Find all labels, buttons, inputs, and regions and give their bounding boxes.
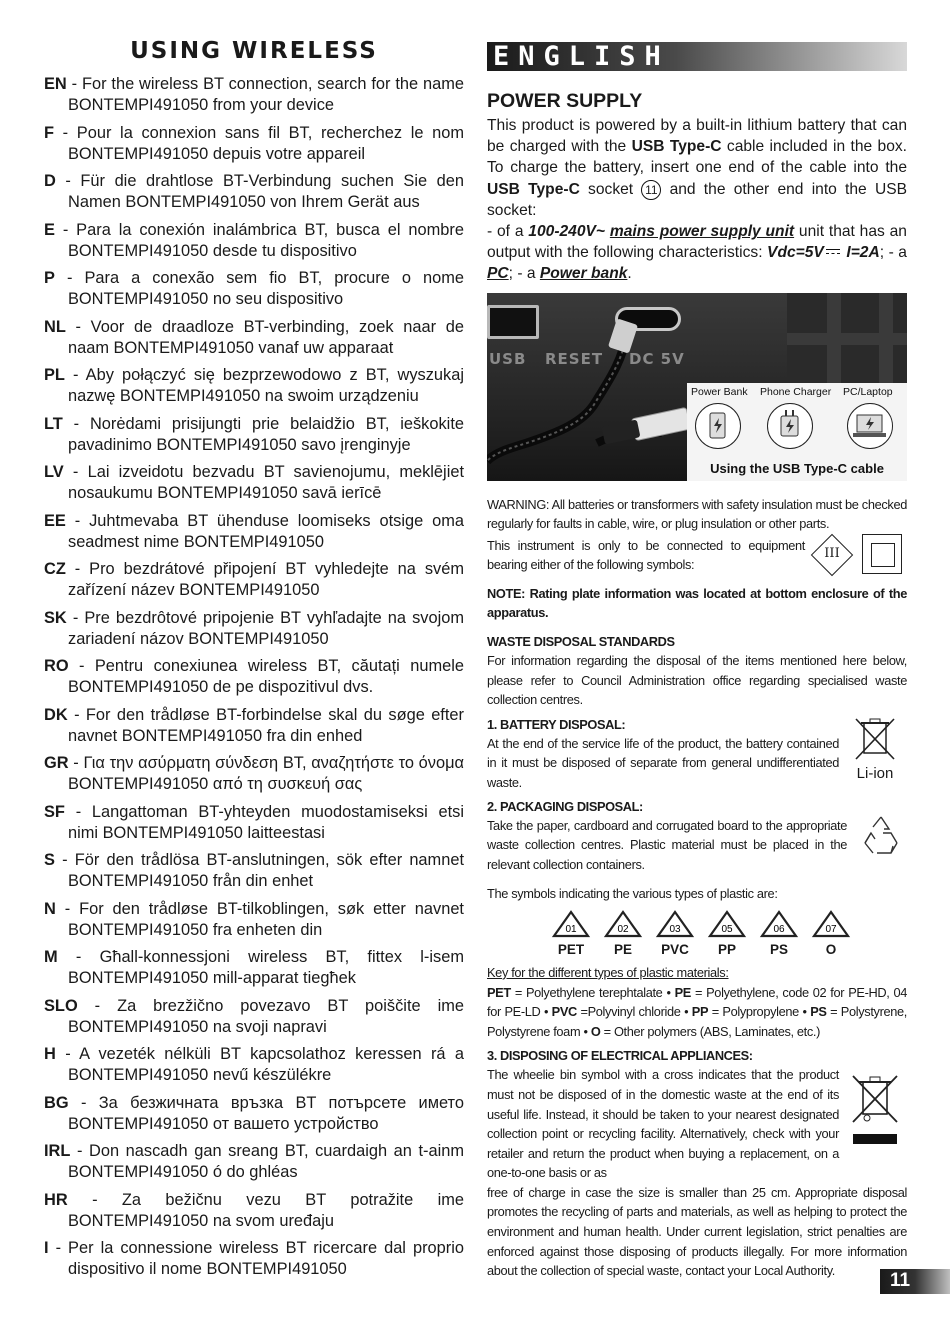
plastic-triangle-icon [603,910,643,938]
waste-disposal-heading: WASTE DISPOSAL STANDARDS [487,634,675,649]
language-code: EE [44,511,66,530]
language-code: SLO [44,996,78,1015]
laptop-icon [847,403,893,449]
plastic-triangle-icon [551,910,591,938]
battery-disposal-text: At the end of the service life of the product, the battery contained in it must be disposed of separate from general undifferentiated waste. [487,735,839,790]
plastic-triangle-icon [707,910,747,938]
plastic-number: 01 [565,923,577,935]
language-text: - Lai izveidotu bezvadu BT savienojumu, meklējiet nosaukumu BONTEMPI491050 savā ierīcē [63,463,464,502]
battery-bin-block [845,715,905,782]
socket-number-badge: 11 [641,180,661,200]
language-text: - Norėdami prisijungti prie belaidžio BT, ieškokite pavadinimo BONTEMPI491050 savo įrenginyje [62,414,464,454]
language-text: - Għall-konnessjoni wireless BT, fittex l-isem BONTEMPI491050 mill-apparat tiegħek [57,948,464,987]
language-text: - Für die drahtlose BT-Verbindung suchen Sie den Namen BONTEMPI491050 von Ihrem Gerät aus [55,172,464,211]
wireless-title: USING WIRELESS [130,38,378,64]
language-item [44,317,464,359]
figure-caption: Using the USB Type-C cable [710,460,884,476]
plastic-key-heading: Key for the different types of plastic materials: [487,964,729,980]
language-text: - Za brezžično povezavo BT poiščite ime BONTEMPI491050 na svoji napravi [68,996,464,1036]
weee-bin-block [849,1072,905,1144]
plastic-number: 03 [669,923,681,935]
plastic-number: 07 [825,923,837,935]
language-code: PL [44,366,65,384]
plastic-code: O [825,941,837,957]
phone-charger-icon [767,403,813,449]
page-number: 11 [890,1270,911,1291]
language-code: D [44,172,56,190]
plastic-triangle-icon [811,910,851,938]
class-iii-label: III [824,545,840,561]
language-item [44,74,464,116]
plastic-symbol [549,910,593,957]
language-text: - Voor de draadloze BT-verbinding, zoek naar de naam BONTEMPI491050 vanaf uw apparaat [65,317,464,357]
plastic-key-text: PET = Polyethylene terephtalate • PE = Polyethylene, code 02 for PE-HD, 04 for PE-LD • PVC =Polyvinyl chloride • PP = Polypropylene • PS = Polystyrene, Polystyrene foam • O = Other polymers (ABS, Laminates, etc.) [487,984,908,1039]
language-text: - För den trådlösa BT-anslutningen, sök efter namnet BONTEMPI491050 från din enhet [54,851,464,890]
charging-sources-panel [687,383,907,481]
language-code: IRL [44,1142,71,1160]
plastic-triangle-icon [759,910,799,938]
language-text: - За безжичната връзка BT потърсете името BONTEMPI491050 от вашето устройство [68,1093,464,1133]
wireless-section [44,38,464,1287]
language-item [44,899,464,941]
language-text: - Pre bezdrôtové pripojenie BT vyhľadajte na svojom zariadení názov BONTEMPI491050 [66,608,464,648]
language-item [44,171,464,213]
language-code: SF [44,802,65,821]
language-text: - For the wireless BT connection, search for the name BONTEMPI491050 from your device [66,75,464,114]
packaging-disposal-text: Take the paper, cardboard and corrugated board to the appropriate waste collection centres. Plastic material must be placed in the relevant collection containers. [487,817,847,872]
language-text: - For den trådløse BT-forbindelse skal du søge efter navnet BONTEMPI491050 fra din enhed [67,705,464,745]
language-item [44,511,464,553]
plastic-code: PET [557,941,585,957]
battery-disposal-block [487,715,907,793]
plastic-code: PVC [661,941,689,957]
language-item [44,947,464,989]
language-item [44,802,464,844]
electrical-disposal-text-1: The wheelie bin symbol with a cross indicates that the product must not be disposed of in the domestic waste at the end of its useful life. Instead, it should be taken to your nearest designated collection point or recycling facility. Alternatively, check with your retailer and return the product when buying a replacement, on a one-to-one basis or as [487,1067,839,1181]
language-text: - Pour la connexion sans fil BT, recherchez le nom BONTEMPI491050 depuis votre appareil [54,123,464,163]
plastic-code: PE [613,941,632,957]
language-code: I [44,1239,49,1257]
label-phone-charger: Phone Charger [760,385,832,398]
language-item [44,996,464,1038]
weee-bar [853,1134,897,1144]
language-item [44,220,464,262]
language-item [44,1238,464,1280]
language-item [44,1044,464,1086]
power-bank-icon [695,403,741,449]
language-item [44,753,464,795]
language-item [44,462,464,504]
plastic-triangle-icon [655,910,695,938]
plastic-symbol [757,910,801,957]
language-text: - Para la conexión inalámbrica BT, busca el nombre BONTEMPI491050 desde tu dispositivo [54,220,464,260]
plastic-symbols-row [549,910,907,957]
language-text: - Pro bezdrátové připojení BT vyhledejte na svém zařízení název BONTEMPI491050 [65,560,464,599]
plastic-symbol [705,910,749,957]
electrical-disposal-block [487,1046,907,1183]
language-item [44,656,464,698]
language-text: - Juhtmevaba BT ühenduse loomiseks otsige oma seadmest nime BONTEMPI491050 [65,511,464,551]
language-text: - A vezeték nélküli BT kapcsolathoz keressen rá a BONTEMPI491050 nevű készülékre [55,1045,464,1084]
language-text: - Pentru conexiunea wireless BT, căutați numele BONTEMPI491050 de pe dispozitivul dvs. [68,657,464,696]
english-banner: ENGLISH [487,42,907,71]
language-text: - Aby połączyć się bezprzewodowo z BT, wyszukaj nazwę BONTEMPI491050 na swoim urządzeniu [64,366,464,405]
port-label-dc: DC 5V [629,349,685,368]
plastic-symbol [601,910,645,957]
language-item [44,365,464,407]
language-item [44,1141,464,1183]
power-supply-text: This product is powered by a built-in lithium battery that can be charged with the USB Type-C cable included in the box. To charge the battery, insert one end of the cable into the USB Type-C socket 11 and the other end into the USB socket: [487,117,908,219]
language-text: - Langattoman BT-yhteyden muodostamiseksi etsi nimi BONTEMPI491050 laitteestasi [64,802,464,842]
waste-disposal-text: For information regarding the disposal of the items mentioned here below, please refer to Council Administration office regarding specialised waste collection centres. [487,653,907,708]
plastic-code: PP [717,941,736,957]
crossed-bin-icon [852,715,898,761]
plastic-intro-text: The symbols indicating the various types of plastic are: [487,886,778,902]
usb-cable-figure [487,293,907,481]
port-label-reset: RESET [545,349,604,368]
language-text: - Per la connessione wireless BT ricercare dal proprio dispositivo il nome BONTEMPI491050 [48,1239,464,1278]
language-code: H [44,1045,56,1063]
language-code: P [44,269,55,287]
language-item [44,850,464,892]
language-text: - Za bežičnu vezu BT potražite ime BONTEMPI491050 na svom uređaju [67,1190,464,1230]
language-code: GR [44,754,69,772]
plastic-symbol [809,910,853,957]
english-section [487,42,907,1281]
plastic-symbol [653,910,697,957]
note-text: NOTE: Rating plate information was located at bottom enclosure of the apparatus. [487,585,907,621]
electrical-disposal-heading: 3. DISPOSING OF ELECTRICAL APPLIANCES: [487,1048,753,1064]
language-list [44,74,464,1280]
language-code: N [44,899,56,918]
language-text: - For den trådløse BT-tilkoblingen, søk etter navnet BONTEMPI491050 fra enheten din [55,899,464,939]
language-item [44,268,464,310]
language-code: S [44,851,55,869]
language-text: - Don nascadh gan sreang BT, cuardaigh an t-ainm BONTEMPI491050 ó do ghléas [68,1142,464,1181]
label-pc-laptop: PC/Laptop [843,385,893,398]
language-item [44,705,464,747]
li-ion-label: Li-ion [856,764,894,782]
language-code: HR [44,1190,68,1209]
instrument-symbols-row [487,536,907,576]
recycle-icon [859,813,903,857]
language-code: DK [44,705,68,724]
packaging-disposal-heading: 2. PACKAGING DISPOSAL: [487,798,643,814]
warning-text: WARNING: All batteries or transformers with safety insulation must be checked regularly for faults in cable, wire, or plug insulation or other parts. [487,496,907,532]
power-supply-title: POWER SUPPLY [487,90,643,112]
language-code: LV [44,463,64,481]
language-text: - Para a conexão sem fio BT, procure o nome BONTEMPI491050 no seu dispositivo [54,269,464,308]
port-label-usb: USB [489,349,527,368]
language-code: EN [44,75,67,93]
language-code: E [44,220,55,239]
plastic-number: 02 [617,923,629,935]
language-item [44,414,464,456]
language-item [44,1093,464,1135]
language-code: BG [44,1093,69,1112]
page-number-tab [880,1269,950,1294]
plastic-number: 05 [721,923,733,935]
label-power-bank: Power Bank [691,385,748,398]
double-insulation-icon [862,534,902,574]
language-code: F [44,123,55,142]
language-code: M [44,948,58,966]
language-item [44,608,464,650]
plastic-code: PS [769,941,788,957]
language-code: RO [44,657,69,675]
power-supply-sources: - of a 100-240V~ mains power supply unit unit that has an output with the following characteristics: Vdc=5V I=2A; - a PC; - a Power bank. [487,223,907,283]
language-code: NL [44,317,66,336]
language-item [44,123,464,165]
language-code: LT [44,414,63,433]
language-code: CZ [44,560,66,578]
electrical-disposal-text-2: free of charge in case the size is smaller than 25 cm. Appropriate disposal promotes the recycling of parts and materials, as well as helping to protect the environment and human health. Under current legislation, strict penalties are enforced against those disposing of products illegally. For more information about the collection of special waste, contact your Local Authority. [487,1184,907,1279]
battery-disposal-heading: 1. BATTERY DISPOSAL: [487,716,626,732]
language-item [44,559,464,601]
language-text: - Για την ασύρματη σύνδεση BT, αναζητήστε το όνομα BONTEMPI491050 από τη συσκευή σας [68,754,464,793]
packaging-disposal-block [487,797,907,875]
language-item [44,1190,464,1232]
instrument-text: This instrument is only to be connected to equipment bearing either of the following symbols: [487,537,805,573]
weee-crossed-bin-icon [849,1072,901,1126]
language-code: SK [44,608,67,627]
plastic-number: 06 [773,923,785,935]
